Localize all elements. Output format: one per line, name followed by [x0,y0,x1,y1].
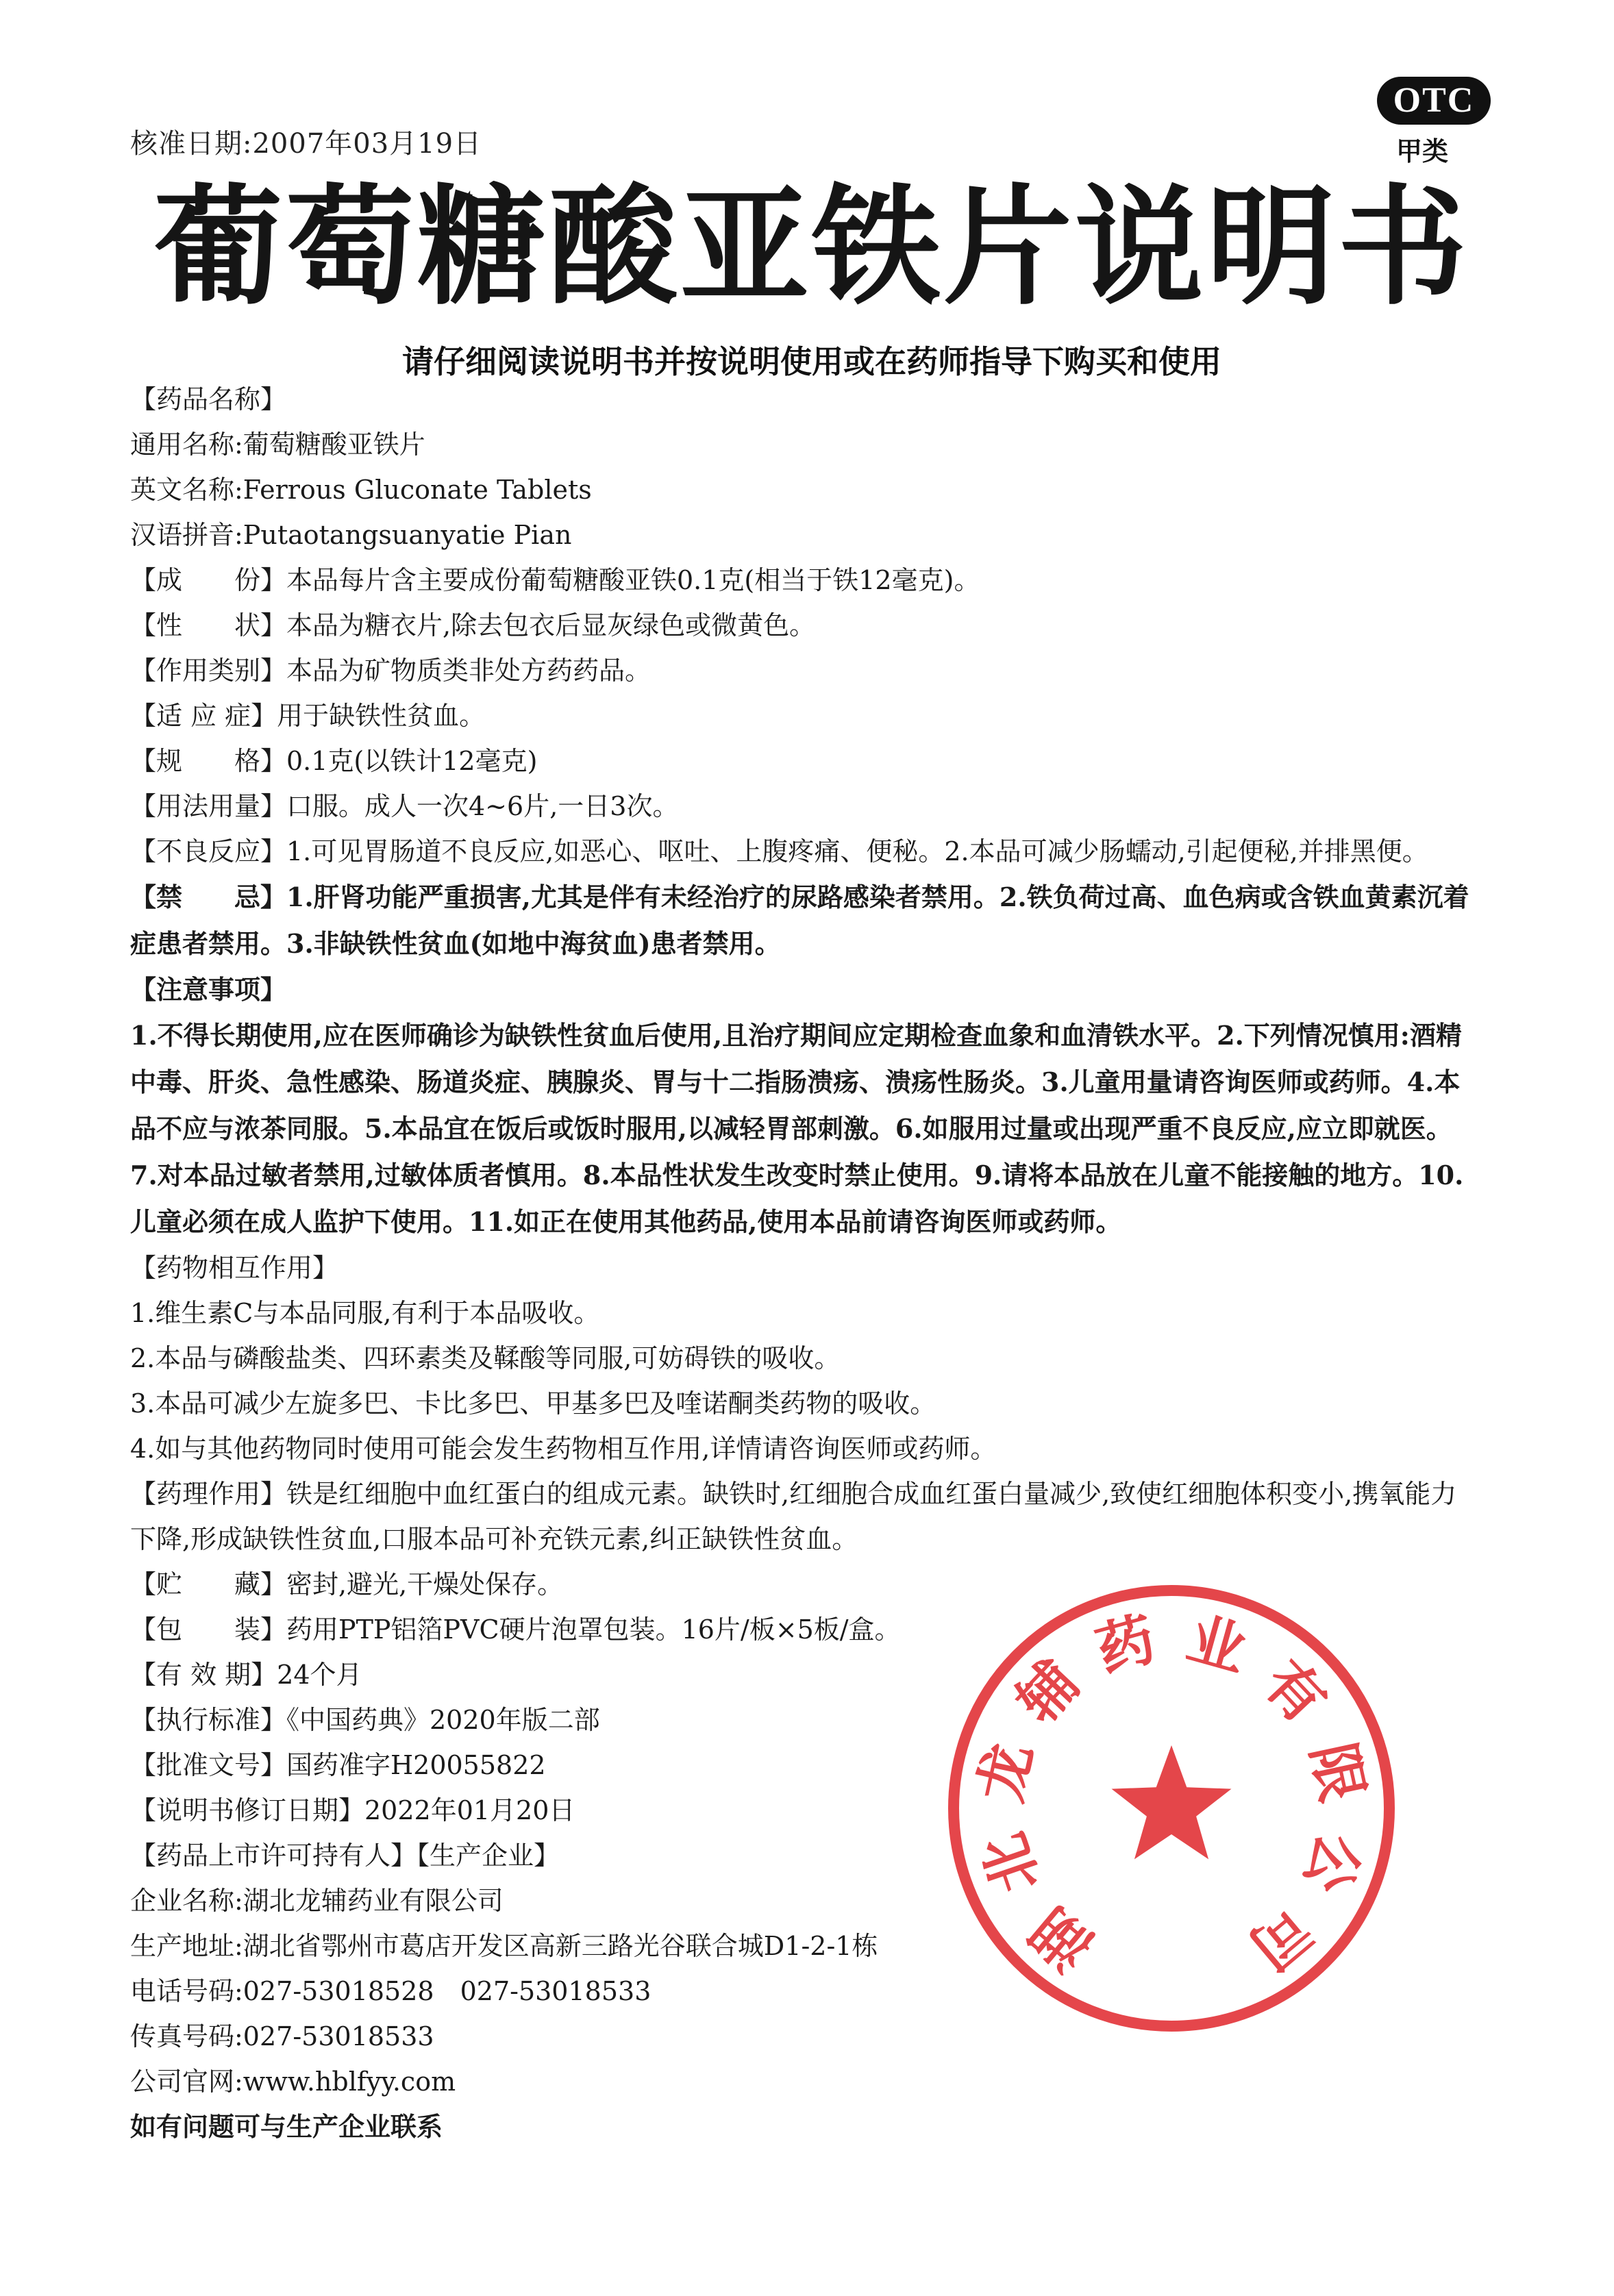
seal-character: 龙 [966,1737,1045,1808]
dosage: 【用法用量】口服。成人一次4~6片,一日3次。 [130,791,679,821]
otc-badge: OTC [1377,77,1491,125]
contact-note: 如有问题可与生产企业联系 [130,2111,443,2142]
otc-class-label: 甲类 [1396,136,1449,166]
pinyin-name: 汉语拼音:Putaotangsuanyatie Pian [130,520,572,550]
approval-date: 核准日期:2007年03月19日 [130,128,482,160]
indications: 【适 应 症】用于缺铁性贫血。 [130,701,486,731]
website: 公司官网:www.hblfyy.com [130,2067,456,2097]
seal-character: 辅 [1004,1647,1093,1736]
english-name: 英文名称:Ferrous Gluconate Tablets [130,475,592,505]
specification: 【规 格】0.1克(以铁计12毫克) [130,746,538,776]
seal-character: 公 [1291,1825,1374,1901]
seal-character: 业 [1180,1604,1254,1685]
company-seal [932,1569,1411,2048]
contraindications: 【禁 忌】1.肝肾功能严重损害,尤其是伴有未经治疗的尿路感染者禁用。2.铁负荷过高、血色病或含铁血黄素沉着症患者禁用。3.非缺铁性贫血(如地中海贫血)患者禁用。 [130,882,1469,959]
adverse-reactions: 【不良反应】1.可见胃肠道不良反应,如恶心、呕吐、上腹疼痛、便秘。2.本品可减少肠蠕动,引起便秘,并排黑便。 [130,836,1428,866]
appearance: 【性 状】本品为糖衣片,除去包衣后显灰绿色或微黄色。 [130,610,816,640]
seal-character: 有 [1250,1647,1339,1736]
package: 【包 装】药用PTP铝箔PVC硬片泡罩包装。16片/板×5板/盒。 [130,1614,901,1645]
phone: 电话号码:027-53018528 027-53018533 [130,1976,651,2006]
storage: 【贮 藏】密封,避光,干燥处保存。 [130,1569,564,1599]
standard: 【执行标准】《中国药典》2020年版二部 [130,1705,600,1735]
pharmacology: 【药理作用】铁是红细胞中血红蛋白的组成元素。缺铁时,红细胞合成血红蛋白量减少,致使红细胞体积变小,携氧能力下降,形成缺铁性贫血,口服本品可补充铁元素,纠正缺铁性贫血。 [130,1479,1457,1554]
interaction-item: 1.维生素C与本品同服,有利于本品吸收。 [130,1298,600,1328]
seal-star-icon [1112,1745,1232,1859]
drug-name-header: 【药品名称】 [130,384,287,414]
validity: 【有 效 期】24个月 [130,1660,362,1690]
category: 【作用类别】本品为矿物质类非处方药药品。 [130,656,651,686]
seal-character: 限 [1298,1737,1377,1808]
ingredients: 【成 份】本品每片含主要成份葡萄糖酸亚铁0.1克(相当于铁12毫克)。 [130,565,980,595]
fax: 传真号码:027-53018533 [130,2021,434,2051]
revision-date: 【说明书修订日期】2022年01月20日 [130,1795,575,1825]
company-name: 企业名称:湖北龙辅药业有限公司 [130,1886,504,1916]
precautions-header: 【注意事项】 [130,974,287,1005]
interactions-header: 【药物相互作用】 [130,1253,339,1283]
interaction-item: 2.本品与磷酸盐类、四环素类及鞣酸等同服,可妨碍铁的吸收。 [130,1343,841,1373]
interaction-item: 4.如与其他药物同时使用可能会发生药物相互作用,详情请咨询医师或药师。 [130,1434,997,1464]
document-subtitle: 请仔细阅读说明书并按说明使用或在药师指导下购买和使用 [402,343,1221,380]
holder-header: 【药品上市许可持有人】【生产企业】 [130,1840,560,1871]
seal-character: 药 [1089,1604,1163,1685]
seal-character: 北 [969,1825,1052,1901]
precautions: 1.不得长期使用,应在医师确诊为缺铁性贫血后使用,且治疗期间应定期检查血象和血清铁水平。2.下列情况慎用:酒精中毒、肝炎、急性感染、肠道炎症、胰腺炎、胃与十二指肠溃疡、溃疡性肠炎。3.儿童用量请咨询医师或药师。4.本品不应与浓茶同服。5.本品宜在饭后或饭时服用,以减轻胃部刺激。6.如服用过量或出现严重不良反应,应立即就医。7.对本品过敏者禁用,过敏体质者慎用。8.本品性状发生改变时禁止使用。9.请将本品放在儿童不能接触的地方。10.儿童必须在成人监护下使用。11.如正在使用其他药品,使用本品前请咨询医师或药师。 [130,1020,1464,1237]
address: 生产地址:湖北省鄂州市葛店开发区高新三路光谷联合城D1-2-1栋 [130,1931,878,1961]
seal-character: 湖 [1018,1894,1106,1983]
approval-number: 【批准文号】国药准字H20055822 [130,1750,546,1780]
document-title: 葡萄糖酸亚铁片说明书 [154,173,1469,323]
generic-name: 通用名称:葡萄糖酸亚铁片 [130,429,425,460]
interaction-item: 3.本品可减少左旋多巴、卡比多巴、甲基多巴及喹诺酮类药物的吸收。 [130,1388,936,1419]
seal-character: 司 [1237,1894,1325,1983]
